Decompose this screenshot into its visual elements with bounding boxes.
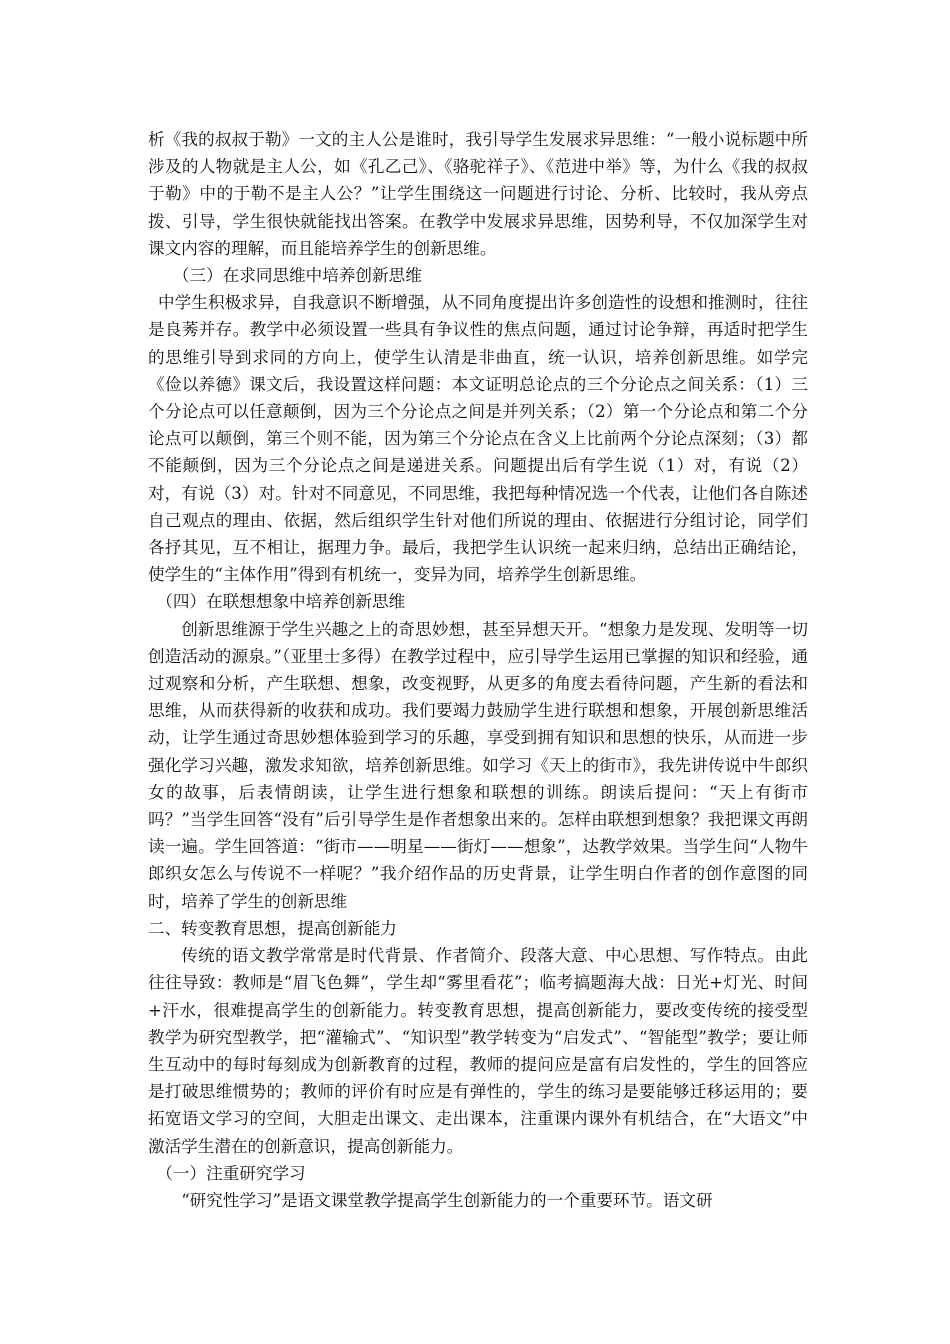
- paragraph-imagination: 创新思维源于学生兴趣之上的奇思妙想，甚至异想天开。“想象力是发现、发明等一切创造活动的源泉。”（亚里士多得）在教学过程中，应引导学生运用已掌握的知识和经验，通过观察和分析，产生联想、想象，改变视野，从更多的角度去看待问题，产生新的看法和思维，从而获得新的收获和成功。我们要竭力鼓励学生进行联想和想象，开展创新思维活动，让学生通过奇思妙想体验到学习的乐趣，享受到拥有知识和思想的快乐，从而进一步强化学习兴趣，激发求知欲，培养创新思维。如学习《天上的街市》，我先讲传说中牛郎织女的故事，后表情朗读，让学生进行想象和联想的训练。朗读后提问：“天上有街市吗？”当学生回答“没有”后引导学生是作者想象出来的。怎样由联想到想象？我把课文再朗读一遍。学生回答道：“街市——明星——街灯——想象”，达教学效果。当学生问“人物牛郎织女怎么与传说不一样呢？”我介绍作品的历史背景，让学生明白作者的创作意图的同时，培养了学生的创新思维: [148, 619, 808, 911]
- section-heading-4: （四）在联想想象中培养创新思维: [156, 592, 406, 612]
- section-heading-1: （一）注重研究学习: [156, 1163, 306, 1183]
- section-heading-2: 二、转变教育思想，提高创新能力: [148, 918, 397, 938]
- section-heading-3: （三）在求同思维中培养创新思维: [172, 266, 422, 286]
- paragraph-seeking-common: 中学生积极求异，自我意识不断增强，从不同角度提出许多创造性的设想和推测时，往往是良莠并存。教学中必须设置一些具有争议性的焦点问题，通过讨论争辩，再适时把学生的思维引导到求同的方向上，使学生认清是非曲直，统一认识，培养创新思维。如学完《俭以养德》课文后，我设置这样问题：本文证明总论点的三个分论点之间关系：（1）三个分论点可以任意颠倒，因为三个分论点之间是并列关系；（2）第一个分论点和第二个分论点可以颠倒，第三个则不能，因为第三个分论点在含义上比前两个分论点深刻；（3）都不能颠倒，因为三个分论点之间是递进关系。问题提出后有学生说（1）对，有说（2）对，有说（3）对。针对不同意见，不同思维，我把每种情况选一个代表，让他们各自陈述自己观点的理由、依据，然后组织学生针对他们所说的理由、依据进行分组讨论，同学们各抒其见，互不相让，据理力争。最后，我把学生认识统一起来归纳，总结出正确结论，使学生的“主体作用”得到有机统一，变异为同，培养学生创新思维。: [148, 293, 808, 585]
- paragraph-continued: 析《我的叔叔于勒》一文的主人公是谁时，我引导学生发展求异思维：“一般小说标题中所涉及的人物就是主人公，如《孔乙己》、《骆驼祥子》、《范进中举》等，为什么《我的叔叔于勒》中的于勒不是主人公？”让学生围绕这一问题进行讨论、分析、比较时，我从旁点拨、引导，学生很快就能找出答案。在教学中发展求异思维，因势利导，不仅加深学生对课文内容的理解，而且能培养学生的创新思维。: [148, 130, 808, 258]
- document-body: [148, 126, 808, 1214]
- paragraph-education-thinking: 传统的语文教学常常是时代背景、作者简介、段落大意、中心思想、写作特点。由此往往导致：教师是“眉飞色舞”，学生却“雾里看花”；临考搞题海大战：日光+灯光、时间+汗水，很难提高学生的创新能力。转变教育思想，提高创新能力，要改变传统的接受型教学为研究型教学，把“灌输式”、“知识型”教学转变为“启发式”、“智能型”教学；要让师生互动中的每时每刻成为创新教育的过程，教师的提问应是富有启发性的，学生的回答应是打破思维惯势的；教师的评价有时应是有弹性的，学生的练习是要能够迁移运用的；要拓宽语文学习的空间，大胆走出课文、走出课本，注重课内课外有机结合，在“大语文”中激活学生潜在的创新意识，提高创新能力。: [148, 946, 808, 1156]
- paragraph-research-learning: “研究性学习”是语文课堂教学提高学生创新能力的一个重要环节。语文研: [181, 1190, 713, 1210]
